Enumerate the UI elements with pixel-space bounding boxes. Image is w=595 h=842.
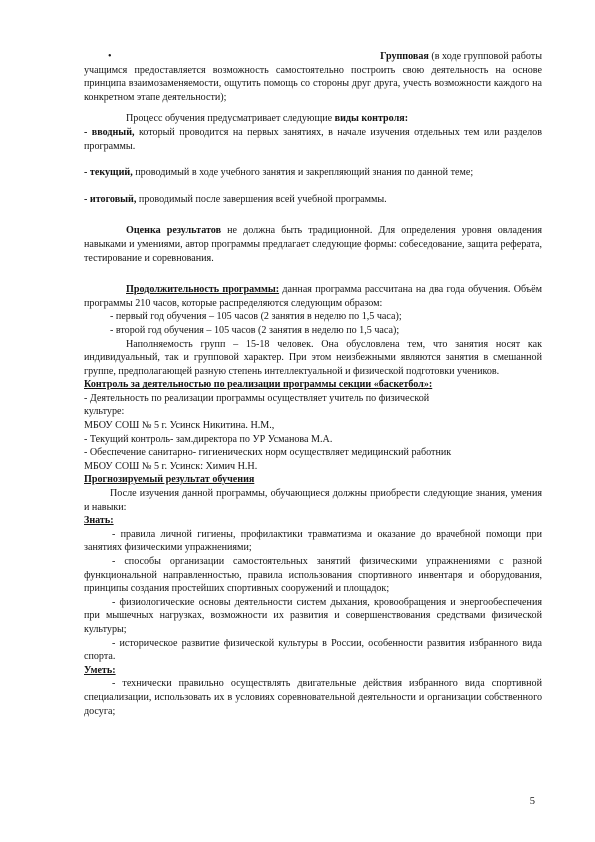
know-item: - физиологические основы деятельности систем дыхания, кровообращения и энергообеспечения при мышечных нагрузках, возможности их развития и совершенствования средствами физической культуры; — [84, 596, 542, 635]
know-item: - историческое развитие физической культуры в России, особенности развития избранного вида спорта. — [84, 637, 542, 663]
duration-label: Продолжительность программы: — [126, 284, 280, 296]
monitoring-heading: Контроль за деятельностью по реализации программы секции «баскетбол»: — [84, 379, 433, 391]
monitoring-line: - Текущий контроль- зам.директора по УР Усманова М.А. — [84, 433, 333, 445]
control-intro: Процесс обучения предусматривает следующие виды контроля: — [126, 113, 409, 125]
duration-line-year2: - второй год обучения – 105 часов (2 занятия в неделю по 1,5 часа); — [110, 324, 400, 336]
group-work-first-line: (в ходе групповой работы — [428, 51, 542, 62]
can-heading: Уметь: — [84, 664, 116, 676]
group-work-text: учащимся предоставляется возможность самостоятельно построить свою деятельность на основе принципа взаимозаменяемости, ощутить помощь со стороны друг друга, учесть возможности каждого на конкретном этапе деятельности); — [84, 64, 542, 103]
monitoring-line: культуре: — [84, 406, 125, 418]
page-number: 5 — [529, 796, 535, 807]
assessment-label: Оценка результатов — [126, 225, 222, 237]
document-page — [84, 50, 542, 718]
control-types-label: виды контроля: — [334, 113, 409, 125]
duration-line-year1: - первый год обучения – 105 часов (2 занятия в неделю по 1,5 часа); — [110, 311, 402, 323]
monitoring-line: МБОУ СОШ № 5 г. Усинск Никитина. Н.М., — [84, 420, 275, 432]
know-item: - правила личной гигиены, профилактики травматизма и оказание до врачебной помощи при занятиях физическими упражнениями; — [84, 528, 542, 554]
can-item: - технически правильно осуществлять двигательные действия избранного вида спортивной специализации, использовать их в условиях соревновательной деятельности и организации собственного досуга; — [84, 678, 542, 717]
results-intro: После изучения данной программы, обучающиеся должны приобрести следующие знания, умения и навыки: — [84, 488, 542, 513]
monitoring-line: - Обеспечение санитарно- гигиенических норм осуществляет медицинский работник — [84, 447, 452, 459]
monitoring-line: МБОУ СОШ № 5 г. Усинск: Химич Н.Н. — [84, 460, 258, 472]
bullet-marker: • — [108, 51, 112, 62]
results-heading: Прогнозируемый результат обучения — [84, 474, 255, 486]
control-item-entry: - вводный, который проводится на первых занятиях, в начале изучения отдельных тем или разделов программы. — [84, 126, 542, 152]
control-item-final: - итоговый, проводимый после завершения всей учебной программы. — [84, 193, 387, 205]
duration-paragraph: Продолжительность программы: данная программа рассчитана на два года обучения. Объём программы 210 часов, которые распределяются следующим образом: — [84, 284, 542, 309]
assessment-paragraph: Оценка результатов не должна быть традиционной. Для определения уровня овладения навыками и умениями, автор программы предлагает следующие формы: собеседование, защита реферата, тестирование и соревнования. — [84, 225, 542, 264]
group-work-paragraph — [84, 50, 542, 104]
know-item: - способы организации самостоятельных занятий физическими упражнениями с разной функциональной направленностью, правила использования спортивного инвентаря и оборудования, принципы создания простейших спортивных сооружений и площадок; — [84, 556, 542, 595]
monitoring-line: - Деятельность по реализации программы осуществляет учитель по физической — [84, 392, 430, 404]
control-item-current: - текущий, проводимый в ходе учебного занятия и закрепляющий знания по данной теме; — [84, 167, 474, 179]
group-work-title: Групповая — [380, 51, 429, 62]
know-heading: Знать: — [84, 515, 114, 527]
occupancy-paragraph: Наполняемость групп – 15-18 человек. Она обусловлена тем, что занятия носят как индивидуальный, так и групповой характер. При этом неизбежными являются занятия в смешанной группе, предполагающей разную степень интеллектуальной и физической подготовки учеников. — [84, 338, 542, 377]
